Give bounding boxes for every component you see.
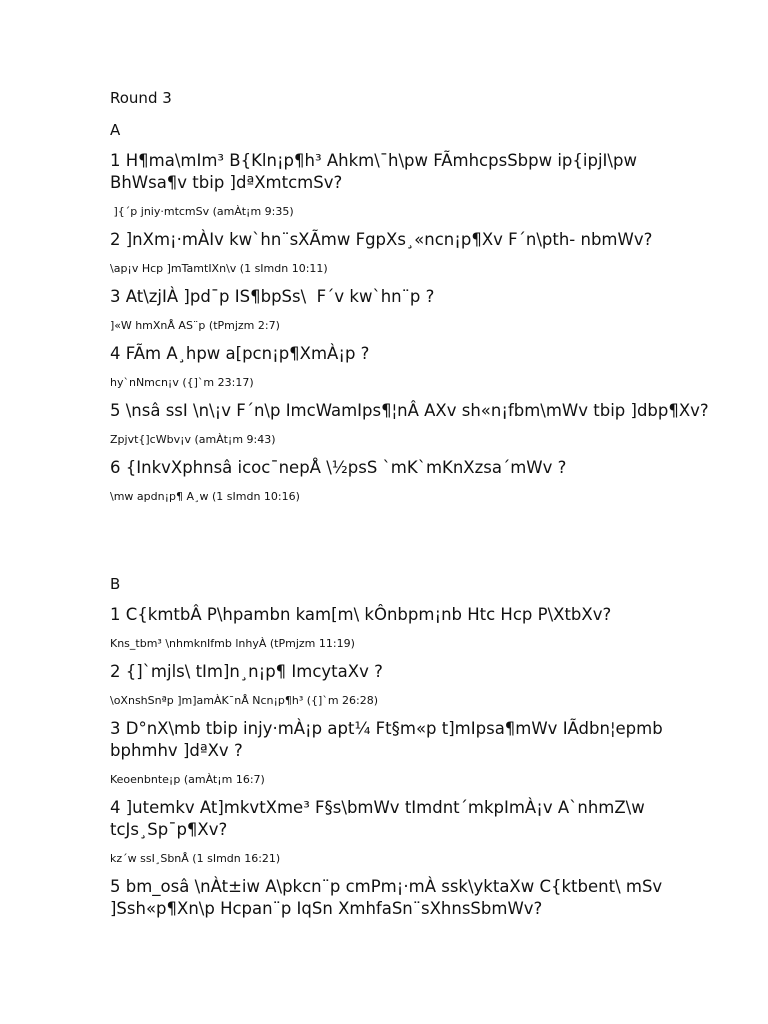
answer-reference: \mw apdn¡p¶ A¸w (1 sImdn 10:16) [110, 490, 300, 503]
question-text: 1 H¶ma\mIm³ B{Kln¡p¶h³ Ahkm\¯h\pw FÃmhcpsSbpw ip{ipjI\pw BhWsa¶v tbip ]dªXmtcmSv? [110, 151, 643, 192]
answer-reference: \oXnshSnªp ]m]amÀK¯nÅ Ncn¡p¶h³ ({]`m 26:28) [110, 694, 379, 707]
question-text: 4 ]utemkv At]mkvtXme³ F§s\bmWv tImdnt´mkpImÀ¡v A`nhmZ\w tcJs¸Sp¯p¶Xv? [110, 798, 650, 839]
question-text: 4 FÃm A¸hpw a[pcn¡p¶XmÀ¡p ? [110, 344, 370, 363]
answer-reference: Kns_tbm³ \nhmknIfmb lnhyÀ (tPmjzm 11:19) [110, 637, 355, 650]
document-page [110, 88, 710, 920]
question-text: 1 C{kmtbÂ P\hpambn kam[m\ kÔnbpm¡nb Htc Hcp P\XtbXv? [110, 605, 612, 624]
answer-reference: hy`nNmcn¡v ({]`m 23:17) [110, 376, 254, 389]
round-title: Round 3 [110, 89, 172, 107]
answer-reference: Keoenbnte¡p (amÀt¡m 16:7) [110, 773, 265, 786]
question-text: 6 {InkvXphnsâ icoc¯nepÅ \½psS `mK`mKnXzsa´mWv ? [110, 458, 567, 477]
question-text: 2 ]nXm¡·mÀIv kw`hn¨sXÃmw FgpXs¸«ncn¡p¶Xv F´n\pth- nbmWv? [110, 230, 653, 249]
section-label: A [110, 121, 121, 139]
question-text: 3 At\zjIÀ ]pd¯p IS¶bpSs\ F´v kw`hn¨p ? [110, 287, 435, 306]
question-text: 5 bm_osâ \nÀt±iw A\pkcn¨p cmPm¡·mÀ ssk\yktaXw C{ktbent\ mSv ]Ssh«p¶Xn\p Hcpan¨p IqSn XmhfaSn¨sXhnsSbmWv? [110, 877, 668, 918]
section-spacer [110, 514, 710, 574]
question-text: 3 D°nX\mb tbip injy·mÀ¡p apt¼ Ft§m«p t]mIpsa¶mWv IÃdbn¦epmb bphmhv ]dªXv ? [110, 719, 668, 760]
answer-reference: kz´w ssI¸SbnÅ (1 sImdn 16:21) [110, 852, 281, 865]
answer-reference: ]«W hmXnÅ AS¨p (tPmjzm 2:7) [110, 319, 280, 332]
section-a [110, 120, 710, 504]
answer-reference: ]{´p jniy·mtcmSv (amÀt¡m 9:35) [110, 205, 294, 218]
question-text: 5 \nsâ ssI \n\¡v F´n\p ImcWamIps¶¦nÂ AXv sh«n¡fbm\mWv tbip ]dbp¶Xv? [110, 401, 709, 420]
section-b [110, 574, 710, 920]
question-text: 2 {]`mjls\ tIm]n¸n¡p¶ ImcytaXv ? [110, 662, 383, 681]
section-label: B [110, 575, 121, 593]
answer-reference: \ap¡v Hcp ]mTamtIXn\v (1 sImdn 10:11) [110, 262, 328, 275]
answer-reference: Zpjvt{]cWbv¡v (amÀt¡m 9:43) [110, 433, 276, 446]
